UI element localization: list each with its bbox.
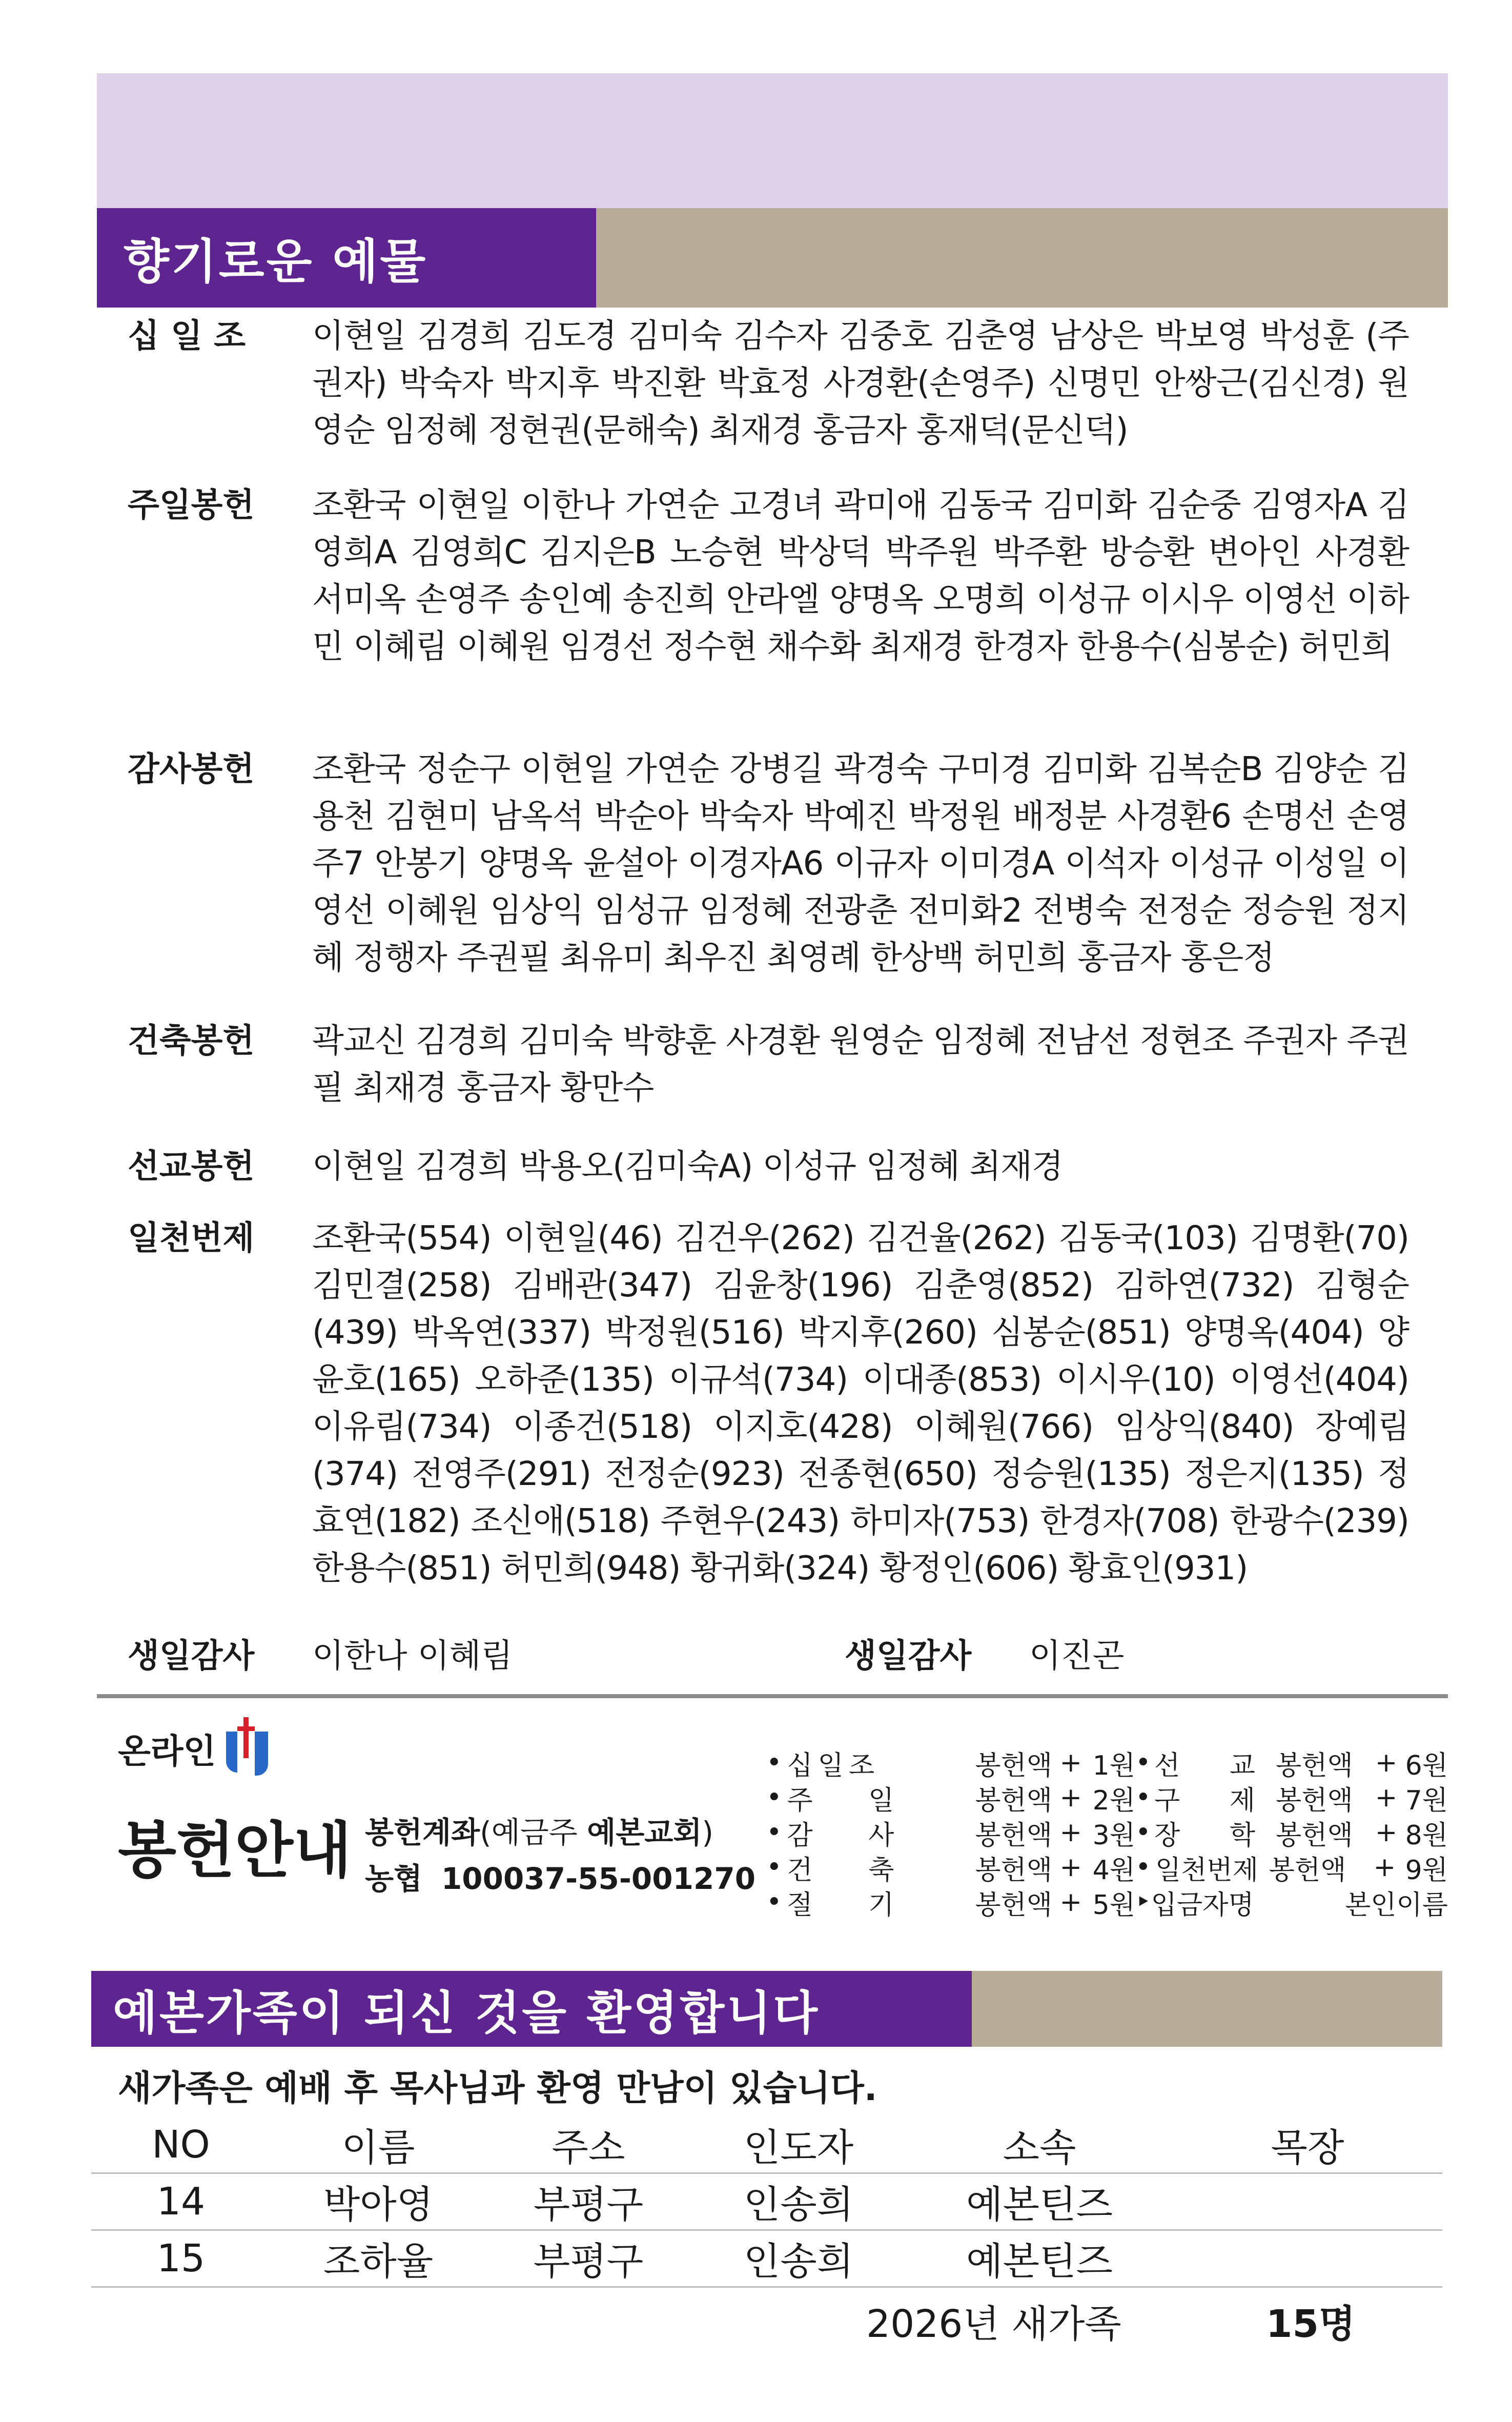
code-name: 건 축 [787, 1855, 918, 1886]
table-cell: 부평구 [486, 2173, 691, 2230]
bank-name: 농협 [365, 1861, 423, 1896]
code-digit: 5원 [1092, 1889, 1135, 1921]
code-type: 봉헌액 [1269, 1855, 1346, 1886]
column-header: NO [91, 2117, 271, 2173]
offering-names: 곽교신 김경희 김미숙 박향훈 사경환 원영순 임정혜 전남선 정현조 주권자 주권필 최재경 홍금자 황만수 [312, 1022, 1409, 1107]
code-plus: + [1059, 1782, 1082, 1813]
code-row [766, 1885, 1448, 1920]
church-logo-icon [223, 1717, 274, 1779]
birthday-thanks-2 [845, 1633, 1124, 1680]
table-cell: 박아영 [271, 2173, 486, 2230]
code-digit: 9원 [1405, 1855, 1448, 1886]
offering-building [97, 1017, 1409, 1112]
welcome-section-header [91, 1971, 1442, 2047]
table-cell [1173, 2173, 1442, 2230]
code-name: 구 제 [1154, 1785, 1276, 1816]
new-family-table [91, 2117, 1442, 2288]
offering-section-header [97, 208, 1448, 308]
code-plus: + [1059, 1747, 1082, 1778]
column-header: 인도자 [691, 2117, 906, 2173]
account-holder-prefix: (예금주 [480, 1815, 587, 1850]
divider [97, 1694, 1448, 1698]
online-label: 온라인 [118, 1731, 216, 1771]
code-name: 절 기 [787, 1889, 918, 1921]
code-row [766, 1815, 1448, 1850]
offering-names: 이현일 김경희 김도경 김미숙 김수자 김중호 김춘영 남상은 박보영 박성훈 (주권자) 박숙자 박지후 박진환 박효정 사경환(손영주) 신명민 안쌍근(김신경) 원영순 임정혜 정현권(문해숙) 최재경 홍금자 홍재덕(문신덕) [312, 317, 1409, 450]
bullet: • [766, 1747, 782, 1778]
code-row [766, 1745, 1448, 1780]
code-digit: 7원 [1405, 1785, 1448, 1816]
code-type: 봉헌액 [1276, 1750, 1353, 1781]
bullet: • [1135, 1852, 1151, 1883]
code-type: 봉헌액 [975, 1750, 1053, 1781]
birthday-label: 생일감사 [128, 1637, 255, 1675]
code-plus: + [1059, 1817, 1082, 1848]
top-color-band [97, 73, 1448, 208]
code-type: 봉헌액 [1276, 1820, 1353, 1851]
offering-label: 감사봉헌 [128, 750, 255, 788]
birthday-names: 이진곤 [1029, 1637, 1125, 1675]
bullet: • [766, 1817, 782, 1848]
offering-names: 이현일 김경희 박용오(김미숙A) 이성규 임정혜 최재경 [312, 1148, 1063, 1186]
offering-tithe [97, 313, 1409, 454]
offering-label: 주일봉헌 [128, 486, 255, 524]
offering-code-list [766, 1745, 1448, 1920]
table-header-row [91, 2117, 1442, 2173]
column-header: 목장 [1173, 2117, 1442, 2173]
header-accent-bar [972, 1971, 1442, 2047]
account-holder: 예본교회 [587, 1815, 702, 1850]
code-type: 봉헌액 [975, 1785, 1053, 1816]
code-digit: 2원 [1092, 1785, 1135, 1816]
code-plus: + [1375, 1782, 1398, 1813]
welcome-title: 예본가족이 되신 것을 환영합니다 [91, 1971, 972, 2047]
section-title: 향기로운 예물 [97, 208, 596, 308]
code-row [766, 1780, 1448, 1815]
new-family-summary: 2026년 새가족 [866, 2302, 1121, 2346]
code-type: 봉헌액 [975, 1855, 1053, 1886]
account-info [365, 1809, 755, 1902]
offering-label: 십 일 조 [128, 317, 246, 355]
code-plus: + [1373, 1852, 1396, 1883]
offering-sunday [97, 482, 1409, 670]
code-name: 일천번제 [1155, 1855, 1258, 1886]
account-holder-suffix: ) [702, 1815, 714, 1850]
online-label-row [118, 1717, 274, 1779]
welcome-subtitle: 새가족은 예배 후 목사님과 환영 만남이 있습니다. [118, 2068, 877, 2109]
bullet: • [766, 1852, 782, 1883]
code-plus: + [1375, 1817, 1398, 1848]
column-header: 소속 [906, 2117, 1173, 2173]
code-digit: 6원 [1405, 1750, 1448, 1781]
code-type: 봉헌액 [975, 1889, 1053, 1921]
bullet: • [766, 1887, 782, 1918]
code-digit: 본인이름 [1345, 1889, 1448, 1921]
offering-thanks [97, 746, 1409, 982]
table-cell: 15 [91, 2230, 271, 2287]
table-cell [1173, 2230, 1442, 2287]
code-name: 십일조 [787, 1750, 880, 1781]
code-name: 감 사 [787, 1820, 918, 1851]
table-cell: 인송희 [691, 2230, 906, 2287]
offering-label: 선교봉헌 [128, 1148, 255, 1186]
code-digit: 3원 [1092, 1820, 1135, 1851]
birthday-thanks-1 [128, 1633, 513, 1680]
table-cell: 14 [91, 2173, 271, 2230]
code-name: 장 학 [1154, 1820, 1276, 1851]
bullet: • [1135, 1817, 1151, 1848]
code-digit: 8원 [1405, 1820, 1448, 1851]
code-plus: + [1375, 1747, 1398, 1778]
offering-label: 건축봉헌 [128, 1022, 255, 1060]
offering-label: 일천번제 [128, 1219, 255, 1257]
code-name: 입금자명 [1151, 1889, 1254, 1921]
column-header: 주소 [486, 2117, 691, 2173]
birthday-label: 생일감사 [845, 1637, 972, 1675]
offering-thousand [97, 1215, 1409, 1592]
table-cell: 부평구 [486, 2230, 691, 2287]
offering-names: 조환국(554) 이현일(46) 김건우(262) 김건율(262) 김동국(103) 김명환(70) 김민결(258) 김배관(347) 김윤창(196) 김춘영(852) 김하연(732) 김형순(439) 박옥연(337) 박정원(516) 박지후(260) 심봉순(851) 양명옥(404) 양윤호(165) 오하준(135) 이규석(734) 이대종(853) 이시우(10) 이영선(404) 이유림(734) 이종건(518) 이지호(428) 이혜원(766) 임상익(840) 장예림(374) 전영주(291) 전정순(923) 전종현(650) 정승원(135) 정은지(135) 정효연(182) 조신애(518) 주현우(243) 하미자(753) 한경자(708) 한광수(239) 한용수(851) 허민희(948) 황귀화(324) 황정인(606) 황효인(931) [312, 1219, 1409, 1587]
code-name: 주 일 [787, 1785, 918, 1816]
offering-names: 조환국 이현일 이한나 가연순 고경녀 곽미애 김동국 김미화 김순중 김영자A 김영희A 김영희C 김지은B 노승현 박상덕 박주원 박주환 방승환 변아인 사경환 서미옥 손영주 송인예 송진희 안라엘 양명옥 오명희 이성규 이시우 이영선 이하민 이혜림 이혜원 임경선 정수현 채수화 최재경 한경자 한용수(심봉순) 허민희 [312, 486, 1409, 666]
offering-names: 조환국 정순구 이현일 가연순 강병길 곽경숙 구미경 김미화 김복순B 김양순 김용천 김현미 남옥석 박순아 박숙자 박예진 박정원 배정분 사경환6 손명선 손영주7 안봉기 양명옥 윤설아 이경자A6 이규자 이미경A 이석자 이성규 이성일 이영선 이혜원 임상익 임성규 임정혜 전광춘 전미화2 전병숙 전정순 정승원 정지혜 정행자 주권필 최유미 최우진 최영례 한상백 허민희 홍금자 홍은정 [312, 750, 1409, 977]
new-family-count: 15명 [1266, 2302, 1356, 2346]
table-cell: 예본틴즈 [906, 2230, 1173, 2287]
header-accent-bar [596, 208, 1448, 308]
code-type: 봉헌액 [1276, 1785, 1353, 1816]
table-row [91, 2173, 1442, 2230]
bullet: • [1135, 1782, 1151, 1813]
bullet: • [1135, 1747, 1151, 1778]
account-number[interactable]: 100037-55-001270 [441, 1861, 756, 1896]
table-row [91, 2230, 1442, 2287]
code-plus: + [1059, 1852, 1082, 1883]
code-row [766, 1850, 1448, 1885]
code-digit: 1원 [1092, 1750, 1135, 1781]
offering-mission [97, 1143, 1409, 1190]
table-cell: 인송희 [691, 2173, 906, 2230]
column-header: 이름 [271, 2117, 486, 2173]
account-label: 봉헌계좌 [365, 1815, 480, 1850]
birthday-names: 이한나 이혜림 [312, 1637, 513, 1675]
offering-guide-title: 봉헌안내 [118, 1815, 352, 1886]
bullet: • [766, 1782, 782, 1813]
table-cell: 예본틴즈 [906, 2173, 1173, 2230]
code-plus: + [1059, 1887, 1082, 1918]
code-type: 봉헌액 [975, 1820, 1053, 1851]
bullet: ‣ [1135, 1887, 1151, 1918]
table-cell: 조하율 [271, 2230, 486, 2287]
code-digit: 4원 [1092, 1855, 1135, 1886]
code-name: 선 교 [1154, 1750, 1276, 1781]
